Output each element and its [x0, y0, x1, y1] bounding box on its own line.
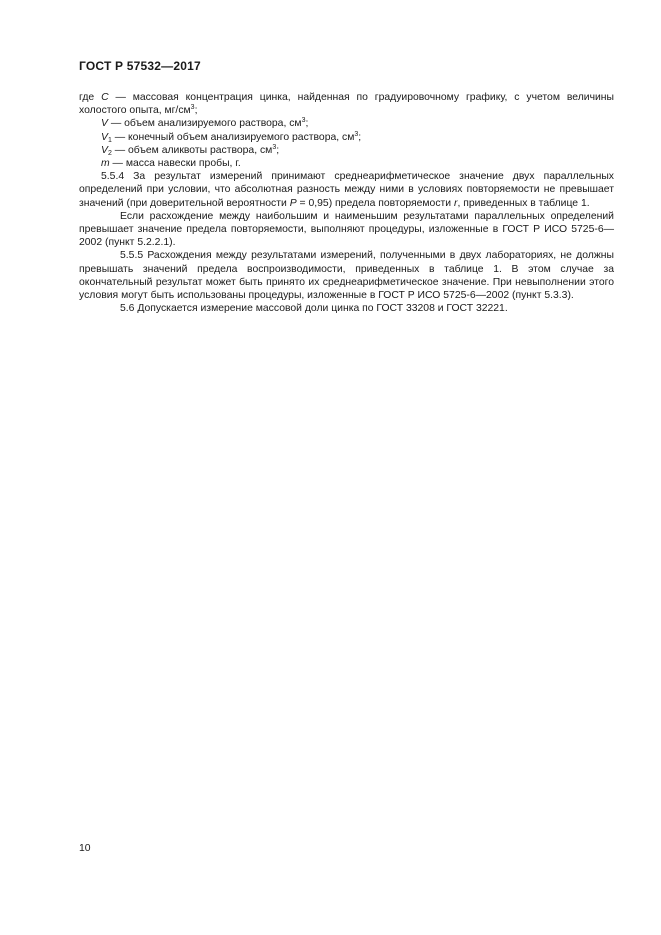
- definition-m-text: — масса навески пробы, г.: [109, 158, 241, 170]
- intro-text: где: [79, 92, 102, 103]
- paragraph-5-5-4-continued: Если расхождение между наибольшим и наименьшим результатами параллельных определений превышает значение предела повторяемости, выполняют процедуры, изложенные в ГОСТ Р ИСО 5725-6—2002 (пункт 5.2.2.1).: [79, 210, 614, 249]
- paragraph-5-5-4: [79, 170, 614, 210]
- definition-c: [79, 91, 614, 117]
- paragraph-text: = 0,95) предела повторяемости: [296, 197, 454, 209]
- punct: ;: [194, 105, 198, 117]
- superscript: 3: [301, 117, 306, 125]
- page-number: 10: [79, 843, 91, 854]
- definition-v1: [79, 131, 614, 144]
- punct: ;: [358, 131, 362, 143]
- superscript: 3: [354, 130, 359, 138]
- document-body: [79, 91, 614, 315]
- punct: ;: [305, 118, 309, 130]
- definition-v-text: — объем анализируемого раствора, см: [107, 118, 302, 130]
- document-header: ГОСТ Р 57532—2017: [79, 59, 201, 73]
- symbol-v2: V: [101, 144, 108, 156]
- superscript: 3: [272, 143, 277, 151]
- symbol-r: r: [454, 197, 458, 209]
- symbol-m: m: [101, 158, 110, 170]
- symbol-v: V: [101, 118, 108, 130]
- definition-v1-text: — конечный объем анализируемого раствора, см: [111, 131, 355, 143]
- punct: ;: [276, 144, 280, 156]
- paragraph-text: , приведенных в таблице 1.: [457, 197, 590, 209]
- definition-m: [79, 157, 614, 170]
- definition-c-text: — массовая концентрация цинка, найденная по градуировочному графику, с учетом величины холостого опыта, мг/см: [79, 92, 614, 117]
- symbol-v1: V: [101, 131, 108, 143]
- paragraph-5-6: 5.6 Допускается измерение массовой доли цинка по ГОСТ 33208 и ГОСТ 32221.: [120, 303, 508, 315]
- definition-v: [79, 117, 614, 130]
- subscript: 1: [107, 136, 112, 144]
- subscript: 2: [107, 149, 112, 157]
- paragraph-5-5-5: 5.5.5 Расхождения между результатами измерений, полученными в двух лабораториях, не должны превышать значений предела воспроизводимости, приведенных в таблице 1. В этом случае за окончательный результат может быть принято их среднеарифметическое значение. При невыполнении этого условия могут быть использованы процедуры, изложенные в ГОСТ Р ИСО 5725-6—2002 (пункт 5.3.3).: [79, 250, 614, 302]
- definition-v2-text: — объем аликвоты раствора, см: [111, 144, 273, 156]
- symbol-p: P: [289, 197, 297, 209]
- superscript: 3: [190, 104, 195, 112]
- definition-v2: [79, 144, 614, 157]
- symbol-c: C: [101, 92, 109, 103]
- paragraph-text: 5.5.4 За результат измерений принимают среднеарифметическое значение двух параллельных определений при условии, что абсолютная разность между ними в условиях повторяемости не превышает значений (при доверительной вероятности: [79, 171, 614, 209]
